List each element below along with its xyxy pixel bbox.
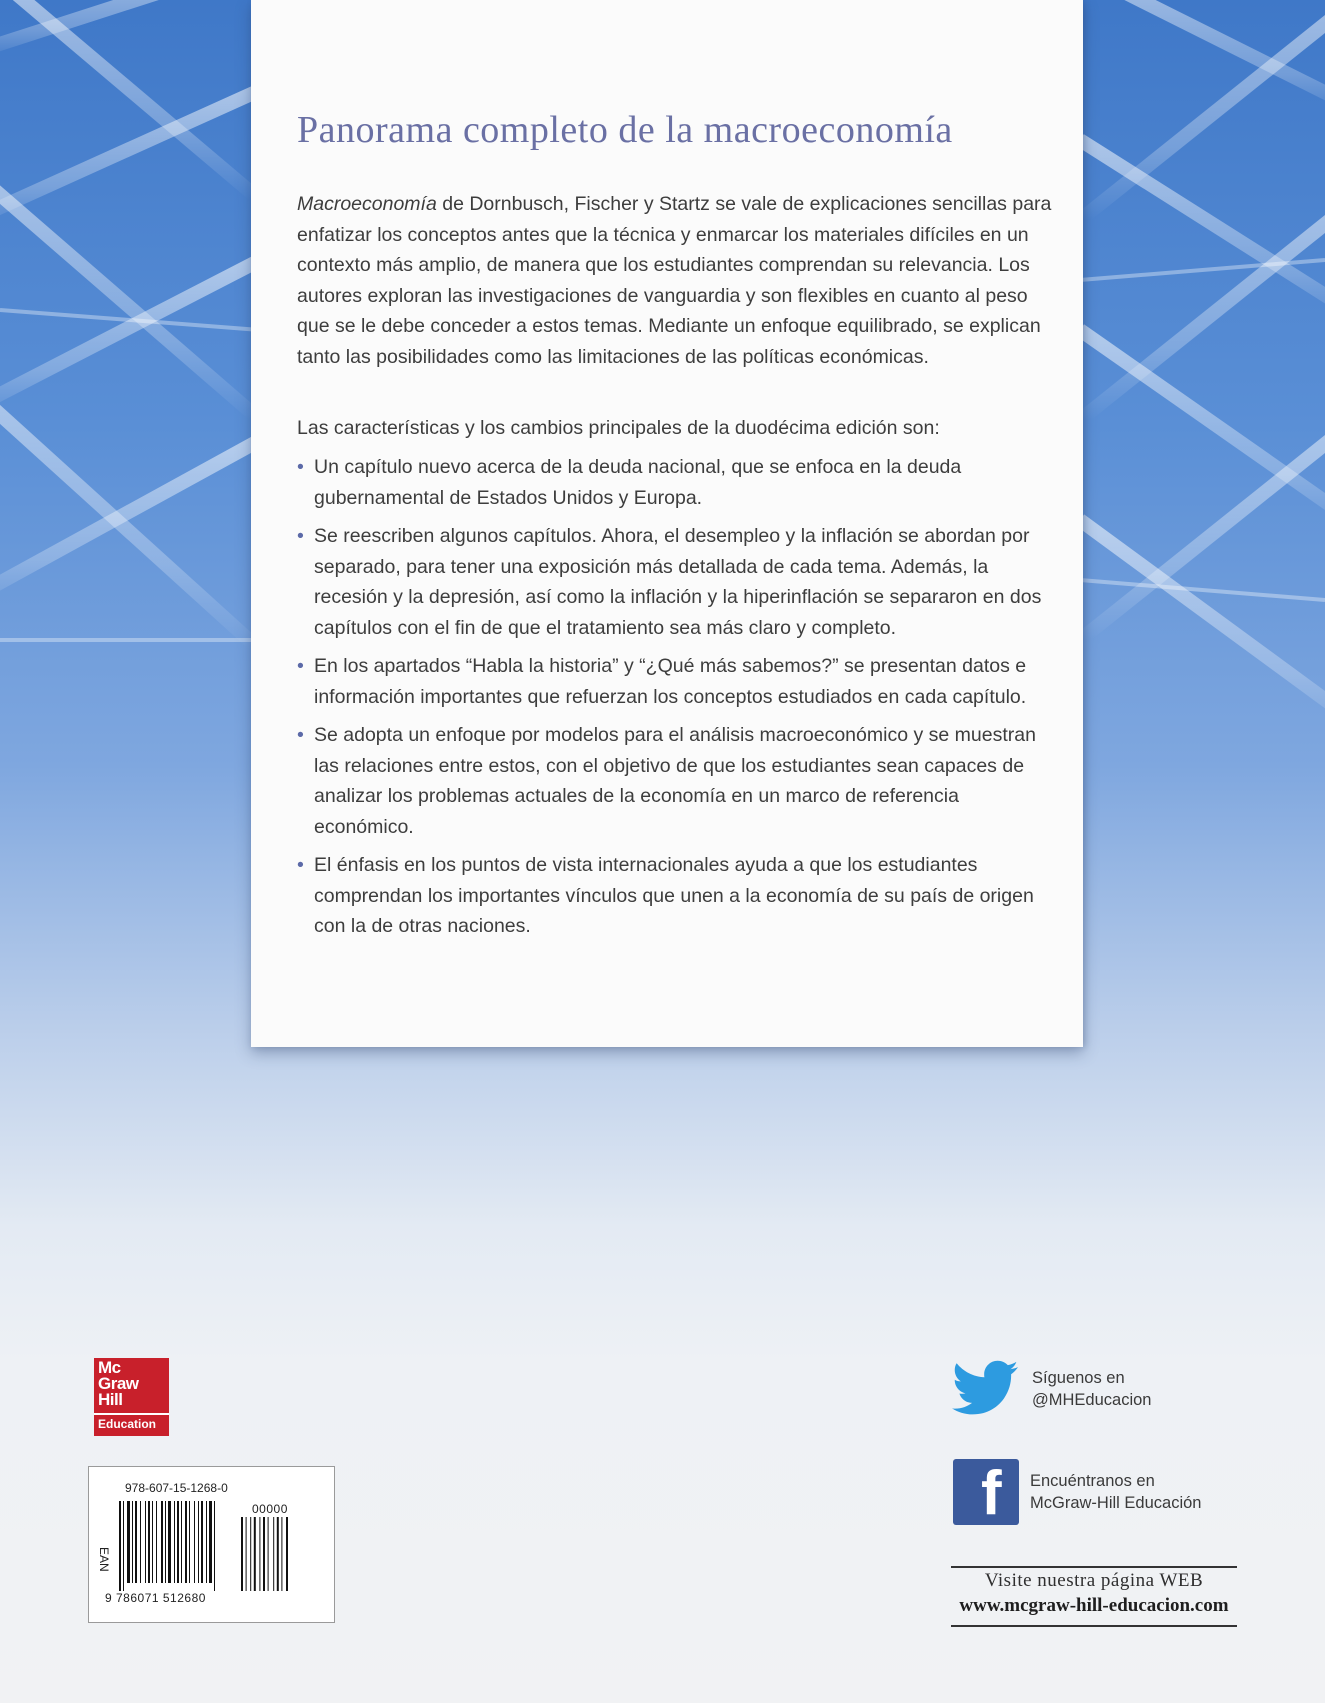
- ean-label: EAN: [97, 1547, 111, 1572]
- bullet-icon: •: [297, 854, 304, 876]
- list-item: • Se adopta un enfoque por modelos para el análisis macroeconómico y se muestran las relaciones entre estos, con el objetivo de que los estudiantes sean capaces de analizar los problemas actuales de la economía en un marco de referencia económico.: [297, 720, 1057, 842]
- list-item: • Se reescriben algunos capítulos. Ahora, el desempleo y la inflación se abordan por separado, para tener una exposición más detallada de cada tema. Además, la recesión y la depresión, así como la inflación y la hiperinflación se separaron en dos capítulos con el fin de que el tratamiento sea más claro y completo.: [297, 521, 1057, 643]
- intro-paragraph: [297, 189, 1057, 372]
- list-item: • Un capítulo nuevo acerca de la deuda nacional, que se enfoca en la deuda gubernamental de Estados Unidos y Europa.: [297, 452, 1057, 513]
- characteristics-intro: Las características y los cambios principales de la duodécima edición son:: [297, 417, 940, 439]
- bullet-icon: •: [297, 456, 304, 478]
- website-box: [951, 1566, 1237, 1627]
- list-item: • El énfasis en los puntos de vista internacionales ayuda a que los estudiantes comprendan los importantes vínculos que unen a la economía de su país de origen con la de otras naciones.: [297, 850, 1057, 942]
- barcode-icon: [119, 1501, 329, 1591]
- barcode-digits: 9 786071 512680: [105, 1591, 206, 1605]
- text-panel: [251, 0, 1083, 1047]
- intro-text: de Dornbusch, Fischer y Startz se vale de explicaciones sencillas para enfatizar los conceptos antes que la técnica y enmarcar los materiales difíciles en un contexto más amplio, de manera que los estudiantes comprendan su relevancia. Los autores exploran las investigaciones de vanguardia y son flexibles en cuanto al peso que se le debe conceder a estos temas. Mediante un enfoque equilibrado, se explican tanto las posibilidades como las limitaciones de las políticas económicas.: [297, 193, 1052, 368]
- twitter-bird-icon: [952, 1360, 1018, 1416]
- website-url[interactable]: www.mcgraw-hill-educacion.com: [959, 1595, 1229, 1616]
- facebook-follow-text: Encuéntranos en McGraw-Hill Educación: [1030, 1472, 1202, 1512]
- bullet-icon: •: [297, 525, 304, 547]
- list-item: • En los apartados “Habla la historia” y “¿Qué más sabemos?” se presentan datos e información importantes que refuerzan los conceptos estudiados en cada capítulo.: [297, 651, 1057, 712]
- feature-list: [297, 452, 1057, 950]
- bullet-icon: •: [297, 724, 304, 746]
- twitter-follow-text: Síguenos en @MHEducacion: [1032, 1369, 1152, 1409]
- website-label: Visite nuestra página WEB: [984, 1570, 1204, 1591]
- isbn-text: 978-607-15-1268-0: [125, 1481, 228, 1495]
- mcgraw-hill-logo: Mc Graw Hill Education: [94, 1358, 169, 1436]
- barcode-box: [88, 1466, 335, 1623]
- book-title-italic: Macroeconomía: [297, 193, 437, 215]
- barcode-addon: 00000: [252, 1502, 288, 1516]
- panel-title: Panorama completo de la macroeconomía: [297, 109, 953, 151]
- bullet-icon: •: [297, 655, 304, 677]
- facebook-icon: f: [953, 1459, 1019, 1525]
